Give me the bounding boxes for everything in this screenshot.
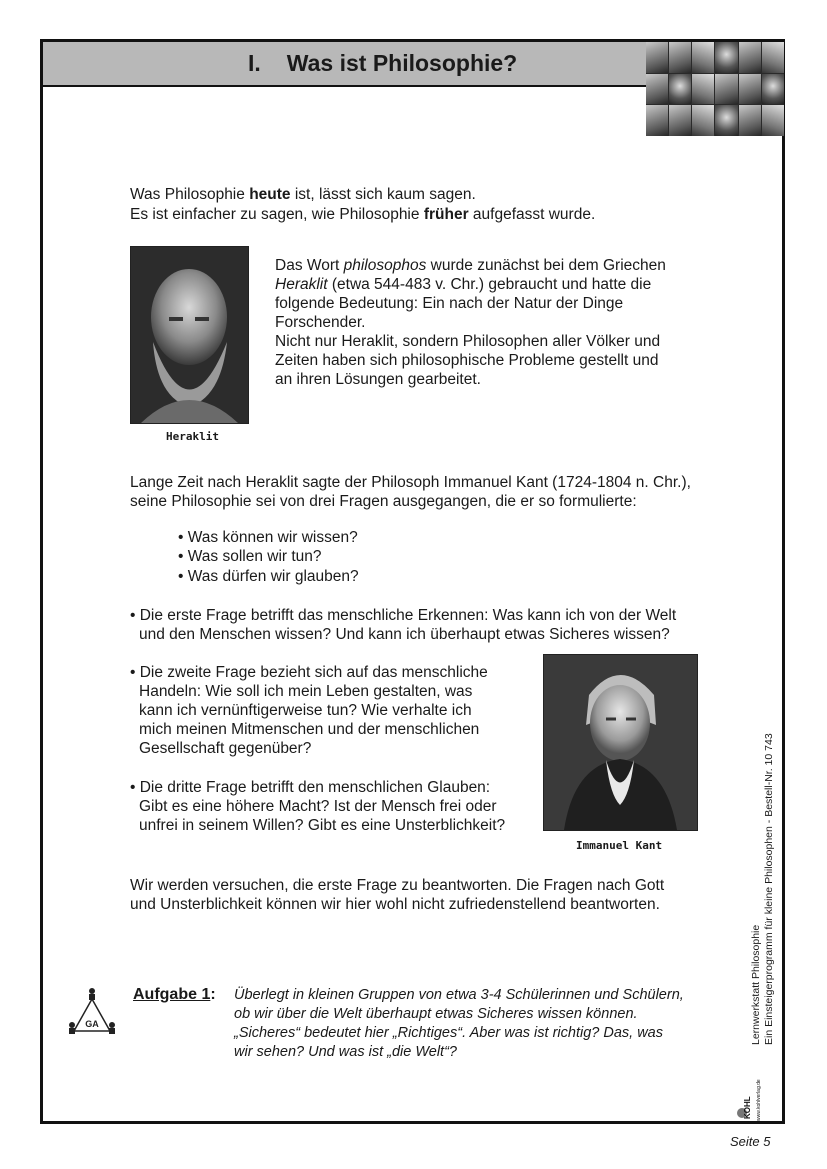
heraklit-text-line-6: Zeiten haben sich philosophische Probleme gestellt und xyxy=(275,352,659,369)
task-line: „Sicheres“ bedeutet hier „Richtiges“. Aber was ist richtig? Das, was xyxy=(234,1025,663,1041)
kant-caption: Immanuel Kant xyxy=(576,839,663,852)
heraklit-text-line-2: Heraklit (etwa 544-483 v. Chr.) gebraucht und hatte die xyxy=(275,276,652,293)
heraklit-caption: Heraklit xyxy=(166,430,219,443)
kant-intro-line-1: Lange Zeit nach Heraklit sagte der Philosoph Immanuel Kant (1724-1804 n. Chr.), xyxy=(130,474,691,491)
page-title: I. Was ist Philosophie? xyxy=(248,50,518,76)
first-question-line-1: • Die erste Frage betrifft das menschliche Erkennen: Was kann ich von der Welt xyxy=(130,607,677,624)
second-question-line: Gesellschaft gegenüber? xyxy=(139,740,312,757)
third-question-line: Gibt es eine höhere Macht? Ist der Mensch frei oder xyxy=(139,798,497,815)
closing-line-2: und Unsterblichkeit können wir hier wohl nicht zufriedenstellend beantworten. xyxy=(130,896,660,913)
task-line: ob wir über die Welt überhaupt etwas Sicheres wissen können. xyxy=(234,1006,638,1022)
third-question-line: unfrei in seinem Willen? Gibt es eine Unsterblichkeit? xyxy=(139,817,506,834)
task-label: Aufgabe 1: xyxy=(133,986,216,1003)
publisher-url: www.kohlverlag.de xyxy=(756,1079,762,1121)
second-question-line: kann ich vernünftigerweise tun? Wie verhalte ich xyxy=(139,702,472,719)
third-question-line: • Die dritte Frage betrifft den menschlichen Glauben: xyxy=(130,779,491,796)
group-work-label: GA xyxy=(85,1019,99,1029)
heraklit-text-line-7: an ihren Lösungen gearbeitet. xyxy=(275,371,481,388)
heraklit-text-line-4: Forschender. xyxy=(275,314,366,331)
heraklit-text-line-3: folgende Bedeutung: Ein nach der Natur der Dinge xyxy=(275,295,624,312)
question-item: • Was dürfen wir glauben? xyxy=(178,568,359,585)
kant-portrait-photo xyxy=(543,654,698,831)
publisher-logo xyxy=(736,1045,764,1123)
question-item: • Was sollen wir tun? xyxy=(178,548,322,565)
sidebar-line-1: Lernwerkstatt Philosophie xyxy=(750,924,762,1045)
second-question-line: mich meinen Mitmenschen und der menschlichen xyxy=(139,721,480,738)
task-line: wir sehen? Und was ist „die Welt“? xyxy=(234,1044,457,1060)
chapter-header xyxy=(43,42,646,87)
task-line: Überlegt in kleinen Gruppen von etwa 3-4 Schülerinnen und Schülern, xyxy=(234,987,684,1003)
sidebar-line-2: Ein Einsteigerprogramm für kleine Philosophen - Bestell-Nr. 10 743 xyxy=(763,733,775,1045)
heraklit-bust-photo xyxy=(130,246,249,424)
kant-intro-line-2: seine Philosophie sei von drei Fragen ausgegangen, die er so formulierte: xyxy=(130,493,637,510)
heraklit-text-line-5: Nicht nur Heraklit, sondern Philosophen aller Völker und xyxy=(275,333,661,350)
page-number: Seite 5 xyxy=(730,1134,771,1149)
philosopher-portraits-collage xyxy=(646,42,784,136)
group-work-icon xyxy=(66,985,118,1039)
second-question-line: • Die zweite Frage bezieht sich auf das menschliche xyxy=(130,664,488,681)
question-item: • Was können wir wissen? xyxy=(178,529,358,546)
publisher-sidebar xyxy=(750,733,776,1045)
heraklit-text-line-1: Das Wort philosophos wurde zunächst bei dem Griechen xyxy=(275,257,666,274)
publisher-logo-text: KOHL xyxy=(743,1096,752,1119)
first-question-line-2: und den Menschen wissen? Und kann ich überhaupt etwas Sicheres wissen? xyxy=(139,626,670,643)
second-question-line: Handeln: Wie soll ich mein Leben gestalten, was xyxy=(139,683,473,700)
task-text xyxy=(234,986,714,1062)
intro-line-1: Was Philosophie heute ist, lässt sich kaum sagen. xyxy=(130,186,476,203)
intro-line-2: Es ist einfacher zu sagen, wie Philosophie früher aufgefasst wurde. xyxy=(130,206,596,223)
closing-line-1: Wir werden versuchen, die erste Frage zu beantworten. Die Fragen nach Gott xyxy=(130,877,665,894)
